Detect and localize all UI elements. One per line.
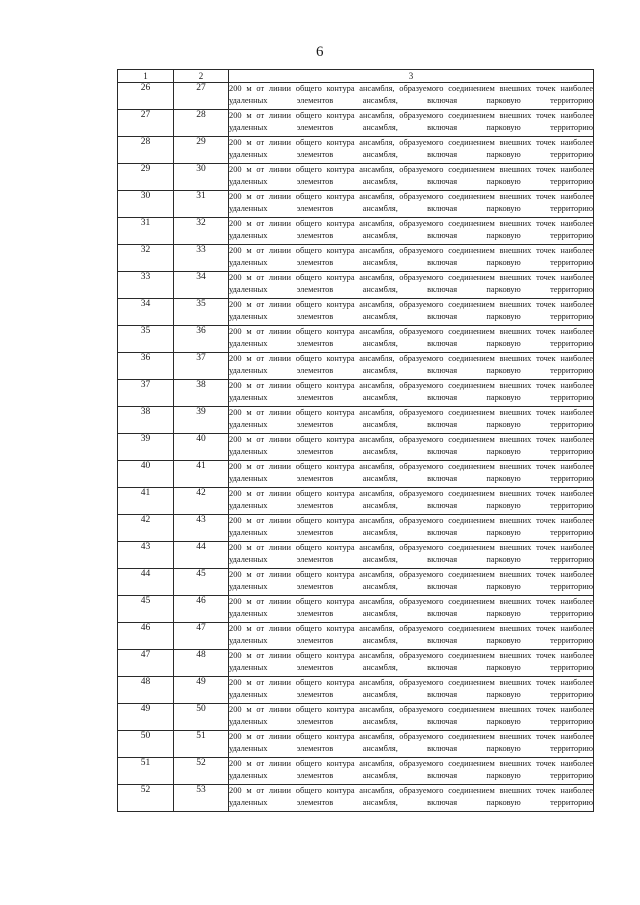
table-row	[118, 272, 594, 299]
row-point-to: 44	[174, 542, 229, 569]
row-description: 200 м от линии общего контура ансамбля, образуемого соединением внешних точек наиболее удаленных элементов ансамбля, включая парковую территорию	[229, 569, 594, 596]
row-description: 200 м от линии общего контура ансамбля, образуемого соединением внешних точек наиболее удаленных элементов ансамбля, включая парковую территорию	[229, 245, 594, 272]
row-point-to: 48	[174, 650, 229, 677]
row-point-to: 42	[174, 488, 229, 515]
row-point-from: 48	[118, 677, 174, 704]
table-row	[118, 434, 594, 461]
row-point-from: 38	[118, 407, 174, 434]
row-point-from: 46	[118, 623, 174, 650]
row-point-from: 41	[118, 488, 174, 515]
table-row	[118, 218, 594, 245]
row-point-to: 43	[174, 515, 229, 542]
row-point-from: 34	[118, 299, 174, 326]
row-point-to: 35	[174, 299, 229, 326]
row-description: 200 м от линии общего контура ансамбля, образуемого соединением внешних точек наиболее удаленных элементов ансамбля, включая парковую территорию	[229, 407, 594, 434]
row-point-from: 51	[118, 758, 174, 785]
table-row	[118, 110, 594, 137]
boundary-table	[117, 69, 594, 812]
table-body	[118, 83, 594, 812]
table-row	[118, 704, 594, 731]
table-row	[118, 461, 594, 488]
row-point-to: 46	[174, 596, 229, 623]
table-row	[118, 326, 594, 353]
table-row	[118, 488, 594, 515]
row-description: 200 м от линии общего контура ансамбля, образуемого соединением внешних точек наиболее удаленных элементов ансамбля, включая парковую территорию	[229, 488, 594, 515]
row-description: 200 м от линии общего контура ансамбля, образуемого соединением внешних точек наиболее удаленных элементов ансамбля, включая парковую территорию	[229, 596, 594, 623]
row-description: 200 м от линии общего контура ансамбля, образуемого соединением внешних точек наиболее удаленных элементов ансамбля, включая парковую территорию	[229, 137, 594, 164]
table-row	[118, 380, 594, 407]
row-description: 200 м от линии общего контура ансамбля, образуемого соединением внешних точек наиболее удаленных элементов ансамбля, включая парковую территорию	[229, 461, 594, 488]
column-header-3: 3	[229, 70, 594, 83]
table-row	[118, 515, 594, 542]
row-point-to: 50	[174, 704, 229, 731]
row-point-from: 36	[118, 353, 174, 380]
table-row	[118, 245, 594, 272]
table-row	[118, 191, 594, 218]
row-point-from: 27	[118, 110, 174, 137]
row-point-to: 31	[174, 191, 229, 218]
row-point-from: 28	[118, 137, 174, 164]
table-row	[118, 407, 594, 434]
row-description: 200 м от линии общего контура ансамбля, образуемого соединением внешних точек наиболее удаленных элементов ансамбля, включая парковую территорию	[229, 191, 594, 218]
column-header-1: 1	[118, 70, 174, 83]
row-description: 200 м от линии общего контура ансамбля, образуемого соединением внешних точек наиболее удаленных элементов ансамбля, включая парковую территорию	[229, 299, 594, 326]
row-description: 200 м от линии общего контура ансамбля, образуемого соединением внешних точек наиболее удаленных элементов ансамбля, включая парковую территорию	[229, 272, 594, 299]
table-row	[118, 164, 594, 191]
row-point-from: 39	[118, 434, 174, 461]
table-row	[118, 83, 594, 110]
table-row	[118, 299, 594, 326]
row-point-to: 33	[174, 245, 229, 272]
table-row	[118, 353, 594, 380]
row-point-from: 40	[118, 461, 174, 488]
row-point-from: 35	[118, 326, 174, 353]
row-point-from: 32	[118, 245, 174, 272]
row-point-from: 29	[118, 164, 174, 191]
row-point-from: 44	[118, 569, 174, 596]
table-row	[118, 785, 594, 812]
table-row	[118, 650, 594, 677]
row-point-from: 37	[118, 380, 174, 407]
table-row	[118, 542, 594, 569]
table-row	[118, 731, 594, 758]
row-description: 200 м от линии общего контура ансамбля, образуемого соединением внешних точек наиболее удаленных элементов ансамбля, включая парковую территорию	[229, 515, 594, 542]
row-description: 200 м от линии общего контура ансамбля, образуемого соединением внешних точек наиболее удаленных элементов ансамбля, включая парковую территорию	[229, 434, 594, 461]
table-row	[118, 677, 594, 704]
row-point-from: 30	[118, 191, 174, 218]
row-point-to: 40	[174, 434, 229, 461]
row-point-from: 49	[118, 704, 174, 731]
row-description: 200 м от линии общего контура ансамбля, образуемого соединением внешних точек наиболее удаленных элементов ансамбля, включая парковую территорию	[229, 353, 594, 380]
row-description: 200 м от линии общего контура ансамбля, образуемого соединением внешних точек наиболее удаленных элементов ансамбля, включая парковую территорию	[229, 110, 594, 137]
row-description: 200 м от линии общего контура ансамбля, образуемого соединением внешних точек наиболее удаленных элементов ансамбля, включая парковую территорию	[229, 677, 594, 704]
row-point-from: 47	[118, 650, 174, 677]
row-point-from: 33	[118, 272, 174, 299]
row-point-to: 29	[174, 137, 229, 164]
table-row	[118, 596, 594, 623]
row-point-to: 52	[174, 758, 229, 785]
row-point-to: 39	[174, 407, 229, 434]
row-description: 200 м от линии общего контура ансамбля, образуемого соединением внешних точек наиболее удаленных элементов ансамбля, включая парковую территорию	[229, 380, 594, 407]
table-row	[118, 758, 594, 785]
row-description: 200 м от линии общего контура ансамбля, образуемого соединением внешних точек наиболее удаленных элементов ансамбля, включая парковую территорию	[229, 83, 594, 110]
row-point-to: 28	[174, 110, 229, 137]
row-point-to: 37	[174, 353, 229, 380]
table-header-row	[118, 70, 594, 83]
row-description: 200 м от линии общего контура ансамбля, образуемого соединением внешних точек наиболее удаленных элементов ансамбля, включая парковую территорию	[229, 623, 594, 650]
row-point-from: 52	[118, 785, 174, 812]
row-point-from: 31	[118, 218, 174, 245]
row-point-from: 45	[118, 596, 174, 623]
row-description: 200 м от линии общего контура ансамбля, образуемого соединением внешних точек наиболее удаленных элементов ансамбля, включая парковую территорию	[229, 218, 594, 245]
row-point-to: 36	[174, 326, 229, 353]
row-point-from: 43	[118, 542, 174, 569]
row-point-to: 34	[174, 272, 229, 299]
row-description: 200 м от линии общего контура ансамбля, образуемого соединением внешних точек наиболее удаленных элементов ансамбля, включая парковую территорию	[229, 542, 594, 569]
row-point-to: 38	[174, 380, 229, 407]
row-point-to: 51	[174, 731, 229, 758]
row-point-to: 53	[174, 785, 229, 812]
table-row	[118, 623, 594, 650]
row-point-to: 30	[174, 164, 229, 191]
row-point-to: 41	[174, 461, 229, 488]
row-description: 200 м от линии общего контура ансамбля, образуемого соединением внешних точек наиболее удаленных элементов ансамбля, включая парковую территорию	[229, 785, 594, 812]
table-row	[118, 137, 594, 164]
row-point-from: 26	[118, 83, 174, 110]
table-row	[118, 569, 594, 596]
row-point-from: 42	[118, 515, 174, 542]
row-description: 200 м от линии общего контура ансамбля, образуемого соединением внешних точек наиболее удаленных элементов ансамбля, включая парковую территорию	[229, 164, 594, 191]
row-description: 200 м от линии общего контура ансамбля, образуемого соединением внешних точек наиболее удаленных элементов ансамбля, включая парковую территорию	[229, 731, 594, 758]
row-description: 200 м от линии общего контура ансамбля, образуемого соединением внешних точек наиболее удаленных элементов ансамбля, включая парковую территорию	[229, 326, 594, 353]
row-description: 200 м от линии общего контура ансамбля, образуемого соединением внешних точек наиболее удаленных элементов ансамбля, включая парковую территорию	[229, 650, 594, 677]
page-number: 6	[316, 44, 324, 60]
row-description: 200 м от линии общего контура ансамбля, образуемого соединением внешних точек наиболее удаленных элементов ансамбля, включая парковую территорию	[229, 758, 594, 785]
row-point-to: 49	[174, 677, 229, 704]
row-point-to: 27	[174, 83, 229, 110]
row-description: 200 м от линии общего контура ансамбля, образуемого соединением внешних точек наиболее удаленных элементов ансамбля, включая парковую территорию	[229, 704, 594, 731]
column-header-2: 2	[174, 70, 229, 83]
row-point-to: 32	[174, 218, 229, 245]
row-point-to: 47	[174, 623, 229, 650]
row-point-from: 50	[118, 731, 174, 758]
row-point-to: 45	[174, 569, 229, 596]
